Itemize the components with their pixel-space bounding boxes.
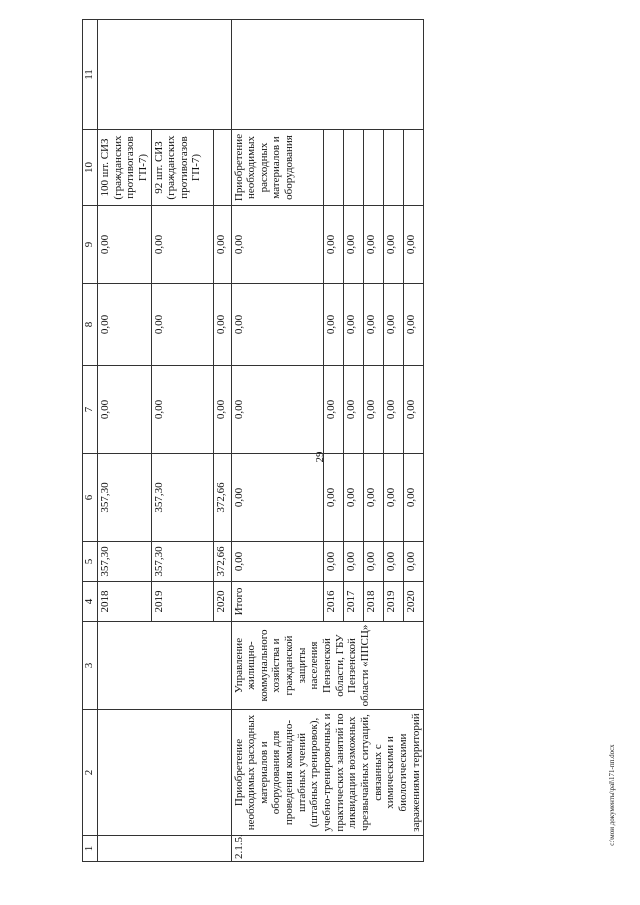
cell-value: 0,00 (343, 454, 363, 542)
cell-value: 0,00 (384, 284, 404, 366)
cell-year: 2019 (151, 582, 213, 622)
cell-empty (213, 130, 231, 206)
column-number: 11 (83, 20, 98, 130)
program-table (82, 19, 424, 862)
cell-value: 0,00 (343, 206, 363, 284)
cell-value: 0,00 (384, 542, 404, 582)
footer-file-path: c:\мои документы\pal\171-пп.docx (608, 744, 616, 846)
table-row (231, 20, 323, 862)
cell-value: 372,66 (213, 542, 231, 582)
cell-value: 0,00 (343, 284, 363, 366)
cell-value: 0,00 (213, 206, 231, 284)
cell-value: 0,00 (343, 542, 363, 582)
column-number: 9 (83, 206, 98, 284)
column-number: 6 (83, 454, 98, 542)
cell-year: 2018 (98, 582, 152, 622)
cell-value: 0,00 (98, 206, 152, 284)
cell-empty (98, 836, 232, 862)
cell-value: 0,00 (404, 206, 424, 284)
cell-value: 0,00 (231, 206, 323, 284)
cell-empty (231, 20, 424, 130)
cell-value: 357,30 (151, 542, 213, 582)
cell-value: 0,00 (151, 284, 213, 366)
cell-result: 92 шт. СИЗ (гражданских противогазов ГП-7) (151, 130, 213, 206)
cell-executor: Управление жилищно-коммунального хозяйства и гражданской защиты населения Пензенской области, ГБУ Пензенской области «ППСЦ» (231, 622, 424, 710)
cell-value: 0,00 (404, 284, 424, 366)
cell-year: Итого (231, 582, 323, 622)
cell-value: 0,00 (151, 366, 213, 454)
cell-empty (323, 130, 343, 206)
cell-value: 0,00 (384, 366, 404, 454)
page-number: 29 (314, 451, 326, 463)
column-number: 2 (83, 710, 98, 836)
cell-value: 0,00 (363, 454, 383, 542)
cell-value: 0,00 (384, 206, 404, 284)
column-number: 5 (83, 542, 98, 582)
cell-result: Приобретение необходимых расходных материалов и оборудования (231, 130, 323, 206)
cell-value: 372,66 (213, 454, 231, 542)
cell-value: 0,00 (151, 206, 213, 284)
cell-empty (404, 130, 424, 206)
cell-value: 0,00 (231, 366, 323, 454)
cell-value: 0,00 (323, 284, 343, 366)
cell-year: 2019 (384, 582, 404, 622)
cell-item-number: 2.1.5. (231, 836, 424, 862)
column-number-row (83, 20, 98, 862)
column-number: 1 (83, 836, 98, 862)
cell-value: 0,00 (404, 542, 424, 582)
cell-year: 2020 (404, 582, 424, 622)
cell-value: 357,30 (98, 454, 152, 542)
cell-value: 0,00 (363, 284, 383, 366)
cell-value: 0,00 (213, 284, 231, 366)
cell-value: 0,00 (323, 206, 343, 284)
cell-value: 0,00 (98, 366, 152, 454)
cell-value: 0,00 (363, 542, 383, 582)
rotated-table-frame (82, 40, 596, 862)
column-number: 10 (83, 130, 98, 206)
cell-value: 0,00 (384, 454, 404, 542)
cell-result: 100 шт. СИЗ (гражданских противогазов ГП-7) (98, 130, 152, 206)
cell-value: 0,00 (343, 366, 363, 454)
cell-value: 0,00 (98, 284, 152, 366)
cell-item-name: Приобретение необходимых расходных материалов и оборудования для проведения командно-штабных учений (штабных тренировок), учебно-тренировочных и практических занятий по ликвидации возможных чрезвычайных ситуаций, связанных с химическими и биологическими заражениями территорий (231, 710, 424, 836)
cell-empty (98, 622, 232, 710)
cell-value: 0,00 (363, 206, 383, 284)
cell-value: 357,30 (98, 542, 152, 582)
cell-year: 2016 (323, 582, 343, 622)
cell-year: 2017 (343, 582, 363, 622)
cell-value: 0,00 (363, 366, 383, 454)
cell-empty (384, 130, 404, 206)
column-number: 7 (83, 366, 98, 454)
cell-value: 0,00 (231, 454, 323, 542)
cell-value: 0,00 (323, 366, 343, 454)
column-number: 3 (83, 622, 98, 710)
cell-value: 0,00 (404, 366, 424, 454)
cell-value: 0,00 (323, 542, 343, 582)
column-number: 4 (83, 582, 98, 622)
cell-value: 0,00 (231, 284, 323, 366)
cell-value: 0,00 (231, 542, 323, 582)
cell-year: 2018 (363, 582, 383, 622)
column-number: 8 (83, 284, 98, 366)
cell-value: 0,00 (213, 366, 231, 454)
cell-empty (98, 20, 232, 130)
cell-value: 0,00 (404, 454, 424, 542)
cell-year: 2020 (213, 582, 231, 622)
cell-value: 0,00 (323, 454, 343, 542)
cell-value: 357,30 (151, 454, 213, 542)
cell-empty (343, 130, 363, 206)
cell-empty (98, 710, 232, 836)
cell-empty (363, 130, 383, 206)
table-row (98, 20, 152, 862)
